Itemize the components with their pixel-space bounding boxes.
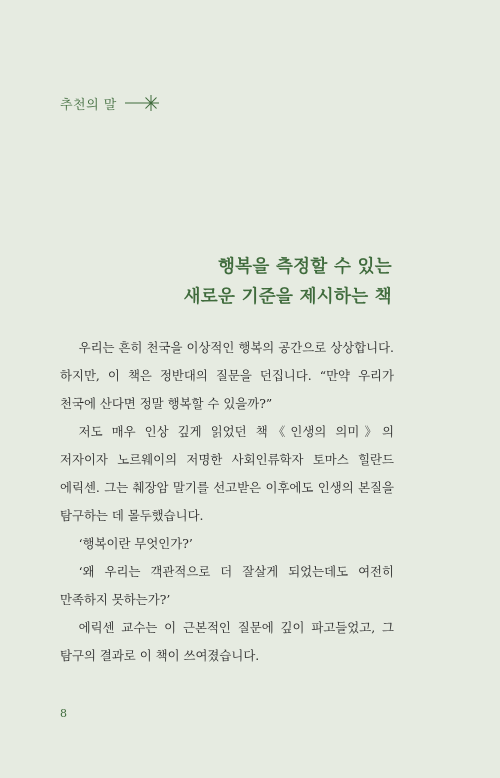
paragraph: 저도 매우 인상 깊게 읽었던 책《인생의 의미》의 저자이자 노르웨이의 저명한 사회인류학자 토마스 힐란드 에릭센. 그는 췌장암 말기를 선고받은 이후에도 인생의 본질을 탐구하는 데 몰두했습니다. xyxy=(60,424,394,523)
sparkle-line-icon xyxy=(125,93,159,113)
paragraph: ‘행복이란 무엇인가?’ xyxy=(78,536,193,551)
section-header xyxy=(60,93,159,113)
title-line-1: 행복을 측정할 수 있는 xyxy=(217,257,392,277)
body-text xyxy=(60,334,394,670)
paragraph: ‘왜 우리는 객관적으로 더 잘살게 되었는데도 여전히 만족하지 못하는가?’ xyxy=(60,564,394,607)
section-label: 추천의 말 xyxy=(60,97,117,113)
paragraph: 우리는 흔히 천국을 이상적인 행복의 공간으로 상상합니다. 하지만, 이 책은 정반대의 질문을 던집니다. “만약 우리가 천국에 산다면 정말 행복할 수 있을까?” xyxy=(60,340,394,411)
paragraph: 에릭센 교수는 이 근본적인 질문에 깊이 파고들었고, 그 탐구의 결과로 이 책이 쓰여졌습니다. xyxy=(60,620,394,663)
page-number: 8 xyxy=(60,707,67,720)
chapter-title xyxy=(184,252,392,312)
title-line-2: 새로운 기준을 제시하는 책 xyxy=(183,287,392,307)
